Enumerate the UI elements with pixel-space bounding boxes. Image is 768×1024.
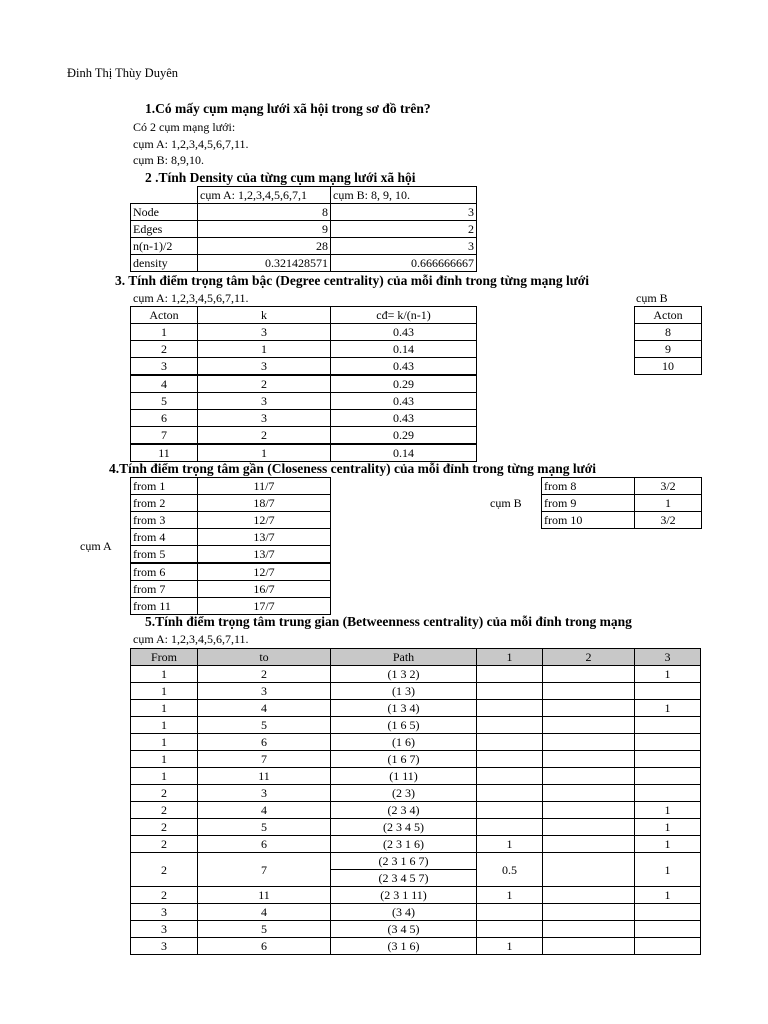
closeness-value: 11/7 xyxy=(198,478,331,495)
closeness-table-b xyxy=(541,477,702,529)
degree-cell: 3 xyxy=(198,358,331,376)
density-row-label: Edges xyxy=(131,221,198,238)
closeness-b-value: 3/2 xyxy=(635,478,702,495)
betweenness-cell xyxy=(543,785,635,802)
betweenness-cell: 2 xyxy=(131,887,198,904)
closeness-value: 13/7 xyxy=(198,546,331,564)
betweenness-cell xyxy=(635,785,701,802)
degree-cell: 0.29 xyxy=(331,375,477,393)
betweenness-cell xyxy=(635,717,701,734)
betweenness-cell xyxy=(543,938,635,955)
betweenness-cell xyxy=(543,887,635,904)
betweenness-header: 3 xyxy=(635,649,701,666)
betweenness-row xyxy=(131,836,701,853)
betweenness-cell xyxy=(477,785,543,802)
betweenness-header: From xyxy=(131,649,198,666)
betweenness-row xyxy=(131,717,701,734)
betweenness-cell xyxy=(635,921,701,938)
betweenness-cell: 1 xyxy=(131,700,198,717)
density-col-a: cụm A: 1,2,3,4,5,6,7,1 xyxy=(198,187,331,204)
density-cell: 3 xyxy=(331,204,477,221)
degree-header: cđ= k/(n-1) xyxy=(331,307,477,324)
betweenness-cell: 1 xyxy=(635,887,701,904)
betweenness-cell xyxy=(477,921,543,938)
betweenness-path: (2 3 1 6 7) xyxy=(331,853,477,870)
density-cell: 8 xyxy=(198,204,331,221)
betweenness-cell: 6 xyxy=(198,734,331,751)
betweenness-cell: 5 xyxy=(198,819,331,836)
closeness-from: from 6 xyxy=(131,563,198,581)
betweenness-cell xyxy=(543,836,635,853)
closeness-b-from: from 8 xyxy=(542,478,635,495)
betweenness-cell: 6 xyxy=(198,836,331,853)
q3-heading: 3. Tính điểm trọng tâm bậc (Degree centrality) của mỗi đỉnh trong từng mạng lưới xyxy=(115,273,590,288)
betweenness-cell xyxy=(543,700,635,717)
degree-cell: 0.43 xyxy=(331,393,477,410)
degree-cell: 3 xyxy=(198,410,331,427)
betweenness-cell xyxy=(477,819,543,836)
betweenness-cell: 1 xyxy=(131,734,198,751)
degree-cell: 6 xyxy=(131,410,198,427)
betweenness-cell: 3 xyxy=(131,904,198,921)
degree-cell: 3 xyxy=(198,393,331,410)
betweenness-cell: 3 xyxy=(131,921,198,938)
betweenness-cell: 1 xyxy=(131,666,198,683)
degree-header: Acton xyxy=(131,307,198,324)
betweenness-cell xyxy=(543,819,635,836)
degree-cell: 3 xyxy=(131,358,198,376)
betweenness-row xyxy=(131,887,701,904)
density-cell: 0.321428571 xyxy=(198,255,331,272)
degree-cell: 3 xyxy=(198,324,331,341)
betweenness-cell xyxy=(477,683,543,700)
betweenness-row xyxy=(131,921,701,938)
closeness-value: 17/7 xyxy=(198,598,331,615)
betweenness-cell: 1 xyxy=(635,836,701,853)
degree-cell: 0.43 xyxy=(331,358,477,376)
betweenness-cell xyxy=(635,751,701,768)
closeness-from: from 2 xyxy=(131,495,198,512)
betweenness-cell: 11 xyxy=(198,768,331,785)
degree-table-a xyxy=(130,306,477,462)
degree-cell: 0.14 xyxy=(331,444,477,462)
closeness-from: from 4 xyxy=(131,529,198,546)
betweenness-cell: 2 xyxy=(198,666,331,683)
closeness-b-from: from 9 xyxy=(542,495,635,512)
betweenness-cell xyxy=(543,768,635,785)
density-col-b: cụm B: 8, 9, 10. xyxy=(331,187,477,204)
betweenness-cell: 1 xyxy=(131,751,198,768)
q3-cluster-a-label: cụm A: 1,2,3,4,5,6,7,11. xyxy=(133,291,249,305)
betweenness-row xyxy=(131,734,701,751)
degree-header: k xyxy=(198,307,331,324)
betweenness-path: (1 6 7) xyxy=(331,751,477,768)
betweenness-cell xyxy=(543,683,635,700)
closeness-b-value: 3/2 xyxy=(635,512,702,529)
betweenness-cell xyxy=(543,717,635,734)
betweenness-row xyxy=(131,666,701,683)
betweenness-path: (3 1 6) xyxy=(331,938,477,955)
betweenness-cell: 1 xyxy=(635,819,701,836)
betweenness-header: 2 xyxy=(543,649,635,666)
density-cell: 0.666666667 xyxy=(331,255,477,272)
betweenness-cell: 1 xyxy=(635,666,701,683)
q1-heading: 1.Có mấy cụm mạng lưới xã hội trong sơ đồ trên? xyxy=(145,101,431,116)
density-cell: 3 xyxy=(331,238,477,255)
density-table xyxy=(130,186,477,272)
betweenness-cell: 2 xyxy=(131,836,198,853)
betweenness-cell: 1 xyxy=(635,802,701,819)
betweenness-row xyxy=(131,904,701,921)
betweenness-cell: 3 xyxy=(131,938,198,955)
degree-cell: 1 xyxy=(198,444,331,462)
closeness-value: 12/7 xyxy=(198,512,331,529)
betweenness-path: (1 11) xyxy=(331,768,477,785)
author-name: Đinh Thị Thùy Duyên xyxy=(67,66,178,80)
betweenness-cell: 2 xyxy=(131,819,198,836)
degree-cell: 0.29 xyxy=(331,427,477,445)
closeness-table-a xyxy=(130,477,331,615)
betweenness-cell xyxy=(477,717,543,734)
betweenness-row xyxy=(131,938,701,955)
betweenness-path: (2 3 4) xyxy=(331,802,477,819)
betweenness-cell: 5 xyxy=(198,921,331,938)
closeness-value: 16/7 xyxy=(198,581,331,598)
betweenness-cell xyxy=(477,768,543,785)
betweenness-cell: 1 xyxy=(635,853,701,887)
density-cell: 9 xyxy=(198,221,331,238)
degree-cell: 1 xyxy=(131,324,198,341)
betweenness-cell: 7 xyxy=(198,853,331,887)
density-row-label: Node xyxy=(131,204,198,221)
degree-b-header: Acton xyxy=(635,307,702,324)
betweenness-header: 1 xyxy=(477,649,543,666)
density-cell: 2 xyxy=(331,221,477,238)
betweenness-path: (2 3 1 11) xyxy=(331,887,477,904)
density-row-label: density xyxy=(131,255,198,272)
betweenness-path: (3 4 5) xyxy=(331,921,477,938)
betweenness-cell xyxy=(543,921,635,938)
betweenness-row xyxy=(131,802,701,819)
closeness-b-value: 1 xyxy=(635,495,702,512)
betweenness-cell: 1 xyxy=(477,938,543,955)
betweenness-cell: 4 xyxy=(198,904,331,921)
betweenness-cell xyxy=(543,751,635,768)
betweenness-row xyxy=(131,768,701,785)
q4-heading: 4.Tính điểm trọng tâm gần (Closeness centrality) của mỗi đỉnh trong từng mạng lưới xyxy=(109,461,596,476)
density-row-label: n(n-1)/2 xyxy=(131,238,198,255)
betweenness-cell: 5 xyxy=(198,717,331,734)
betweenness-cell xyxy=(477,802,543,819)
betweenness-path: (3 4) xyxy=(331,904,477,921)
betweenness-path: (1 3) xyxy=(331,683,477,700)
degree-b-cell: 10 xyxy=(635,358,702,375)
q1-line3: cụm B: 8,9,10. xyxy=(133,153,204,167)
degree-cell: 2 xyxy=(198,375,331,393)
degree-b-cell: 9 xyxy=(635,341,702,358)
betweenness-cell: 1 xyxy=(131,683,198,700)
betweenness-cell: 1 xyxy=(477,836,543,853)
degree-cell: 2 xyxy=(198,427,331,445)
q4-cluster-b-label: cụm B xyxy=(490,496,522,510)
betweenness-row xyxy=(131,751,701,768)
closeness-value: 13/7 xyxy=(198,529,331,546)
q3-cluster-b-label: cụm B xyxy=(636,291,668,305)
betweenness-header: to xyxy=(198,649,331,666)
betweenness-table xyxy=(130,648,701,955)
betweenness-row xyxy=(131,683,701,700)
closeness-from: from 3 xyxy=(131,512,198,529)
closeness-from: from 7 xyxy=(131,581,198,598)
betweenness-path: (1 3 2) xyxy=(331,666,477,683)
betweenness-path: (2 3 4 5 7) xyxy=(331,870,477,887)
betweenness-path: (2 3 1 6) xyxy=(331,836,477,853)
betweenness-cell: 6 xyxy=(198,938,331,955)
closeness-from: from 1 xyxy=(131,478,198,495)
betweenness-cell xyxy=(543,666,635,683)
q5-cluster-a-label: cụm A: 1,2,3,4,5,6,7,11. xyxy=(133,632,249,646)
betweenness-cell: 7 xyxy=(198,751,331,768)
betweenness-cell: 2 xyxy=(131,785,198,802)
betweenness-cell xyxy=(543,853,635,887)
betweenness-path: (2 3) xyxy=(331,785,477,802)
betweenness-cell: 1 xyxy=(635,700,701,717)
betweenness-cell: 4 xyxy=(198,802,331,819)
degree-cell: 5 xyxy=(131,393,198,410)
q4-cluster-a-label: cụm A xyxy=(80,539,112,553)
betweenness-cell: 1 xyxy=(131,717,198,734)
degree-cell: 11 xyxy=(131,444,198,462)
density-corner xyxy=(131,187,198,204)
betweenness-cell xyxy=(477,700,543,717)
betweenness-cell xyxy=(635,734,701,751)
closeness-from: from 5 xyxy=(131,546,198,564)
q1-line2: cụm A: 1,2,3,4,5,6,7,11. xyxy=(133,137,249,151)
degree-cell: 7 xyxy=(131,427,198,445)
closeness-b-from: from 10 xyxy=(542,512,635,529)
betweenness-header: Path xyxy=(331,649,477,666)
q1-line1: Có 2 cụm mạng lưới: xyxy=(133,120,236,134)
betweenness-cell: 3 xyxy=(198,785,331,802)
betweenness-cell: 2 xyxy=(131,853,198,887)
closeness-from: from 11 xyxy=(131,598,198,615)
degree-cell: 2 xyxy=(131,341,198,358)
degree-cell: 0.14 xyxy=(331,341,477,358)
betweenness-cell: 1 xyxy=(131,768,198,785)
betweenness-cell xyxy=(543,734,635,751)
betweenness-cell: 4 xyxy=(198,700,331,717)
betweenness-row xyxy=(131,700,701,717)
betweenness-cell: 3 xyxy=(198,683,331,700)
degree-cell: 1 xyxy=(198,341,331,358)
betweenness-row xyxy=(131,819,701,836)
betweenness-cell xyxy=(543,904,635,921)
degree-cell: 0.43 xyxy=(331,410,477,427)
betweenness-path: (1 6 5) xyxy=(331,717,477,734)
betweenness-cell xyxy=(635,904,701,921)
betweenness-cell: 0.5 xyxy=(477,853,543,887)
betweenness-cell xyxy=(477,751,543,768)
betweenness-cell xyxy=(635,683,701,700)
degree-cell: 0.43 xyxy=(331,324,477,341)
betweenness-cell xyxy=(543,802,635,819)
degree-cell: 4 xyxy=(131,375,198,393)
q2-heading: 2 .Tính Density của từng cụm mạng lưới xã hội xyxy=(145,170,416,185)
degree-b-cell: 8 xyxy=(635,324,702,341)
betweenness-cell xyxy=(477,904,543,921)
betweenness-path: (1 6) xyxy=(331,734,477,751)
betweenness-cell xyxy=(635,768,701,785)
betweenness-cell: 11 xyxy=(198,887,331,904)
betweenness-cell xyxy=(477,734,543,751)
betweenness-cell: 1 xyxy=(477,887,543,904)
betweenness-cell: 2 xyxy=(131,802,198,819)
betweenness-path: (1 3 4) xyxy=(331,700,477,717)
betweenness-row xyxy=(131,785,701,802)
closeness-value: 18/7 xyxy=(198,495,331,512)
q5-heading: 5.Tính điểm trọng tâm trung gian (Betweenness centrality) của mỗi đỉnh trong mạng xyxy=(145,614,632,629)
closeness-value: 12/7 xyxy=(198,563,331,581)
density-cell: 28 xyxy=(198,238,331,255)
betweenness-cell xyxy=(635,938,701,955)
betweenness-path: (2 3 4 5) xyxy=(331,819,477,836)
degree-table-b xyxy=(634,306,702,375)
betweenness-cell xyxy=(477,666,543,683)
